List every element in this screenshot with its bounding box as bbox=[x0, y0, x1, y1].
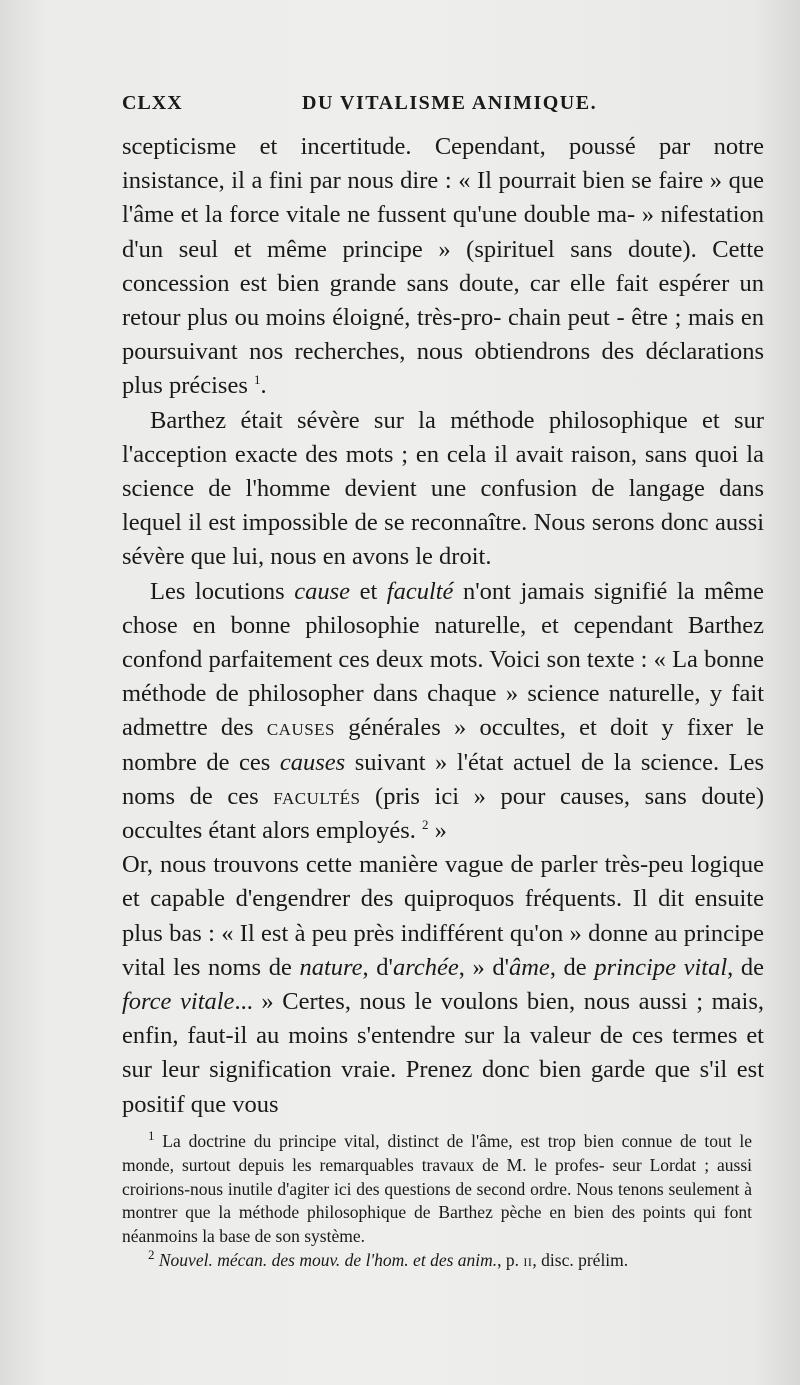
main-text bbox=[122, 130, 764, 1122]
running-title: DU VITALISME ANIMIQUE. bbox=[302, 92, 598, 114]
paragraph-2: Barthez était sévère sur la méthode philosophique et sur l'acception exacte des mots ; en cela il avait raison, sans quoi la science de l'homme devient une confusion de langage dans lequel il est impossible de se reconnaître. Nous serons donc aussi sévère que lui, nous en avons le droit. bbox=[122, 406, 764, 571]
paragraph-1: scepticisme et incertitude. Cependant, poussé par notre insistance, il a fini par nous dire : « Il pourrait bien se faire » que l'âme et la force vitale ne fussent qu'une double ma- » nifestation d'un seul et même principe » (spirituel sans doute). Cette concession est bien grande sans doute, car elle fait espérer un retour plus ou moins éloigné, très-pro- chain peut - être ; mais en poursuivant nos recherches, nous obtiendrons des déclarations plus précises $^1$. bbox=[122, 133, 764, 400]
footnote-ref-2: 2 bbox=[422, 816, 429, 832]
footnote-1: $^1$ La doctrine du principe vital, distinct de l'âme, est trop bien connue de tout le monde, surtout depuis les remarquables travaux de M. le profes- seur Lordat ; aussi croirions-nous inutile d'agiter ici des questions de second ordre. Nous tenons seulement à montrer que la méthode philosophique de Barthez pèche en bien des points qui font néanmoins la base de son système. bbox=[122, 1128, 752, 1247]
footnotes bbox=[122, 1130, 752, 1273]
page-number: CLXX bbox=[122, 92, 183, 114]
paragraph-4: Or, nous trouvons cette manière vague de parler très-peu logique et capable d'engendrer des quiproquos fréquents. Il dit ensuite plus bas : « Il est à peu près indifférent qu'on » donne au principe vital les noms de nature, d'archée, » d'âme, de principe vital, de force vitale... » Certes, nous le voulons bien, nous aussi ; mais, enfin, faut-il au moins s'entendre sur la valeur de ces termes et sur leur signification vraie. Prenez donc bien garde que s'il est positif que vous bbox=[122, 851, 764, 1118]
footnote-ref-1: 1 bbox=[254, 372, 261, 388]
footnote-2: $^2$ Nouvel. mécan. des mouv. de l'hom. et des anim., p. ii, disc. prélim. bbox=[148, 1247, 629, 1270]
paragraph-3: Les locutions cause et faculté n'ont jamais signifié la même chose en bonne philosophie naturelle, et cependant Barthez confond parfaitement ces deux mots. Voici son texte : « La bonne méthode de philosopher dans chaque » science naturelle, y fait admettre des causes générales » occultes, et doit y fixer le nombre de ces causes suivant » l'état actuel de la science. Les noms de ces facultés (pris ici » pour causes, sans doute) occultes étant alors employés. $^2$ » bbox=[122, 577, 765, 845]
